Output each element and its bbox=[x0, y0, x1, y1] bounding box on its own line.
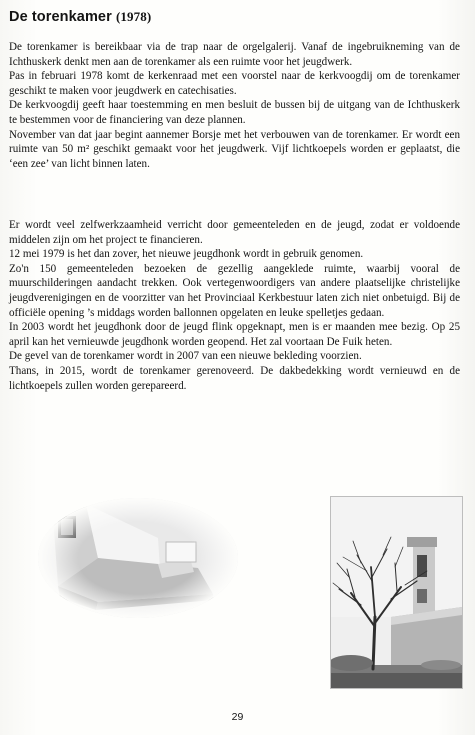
section-heading bbox=[9, 9, 151, 25]
paragraph: De torenkamer is bereikbaar via de trap naar de orgelgalerij. Vanaf de ingebruikneming van de Ichthuskerk denkt men aan de torenkamer als een ruimte voor het jeugdwerk. bbox=[9, 41, 460, 68]
tower-room-photo bbox=[38, 498, 238, 618]
heading-title: De torenkamer bbox=[9, 9, 112, 25]
paragraph: Thans, in 2015, wordt de torenkamer gerenoveerd. De dakbedekking wordt vernieuwd en de lichtkoepels zullen worden gerepareerd. bbox=[9, 364, 460, 392]
paragraph: Zo'n 150 gemeenteleden bezoeken de gezellig aangeklede ruimte, waarbij vooral de muurschilderingen aandacht trekken. Ook vertegenwoordigers van andere plaatselijke christelijke jeugdverenigingen en de voorzitter van het Provinciaal Kerkbestuur laten zich niet onbetuigd. Bij de officiële opening ’s middags worden ballonnen opgelaten en leuke spelletjes gedaan. bbox=[9, 262, 460, 319]
heading-year: (1978) bbox=[115, 9, 152, 24]
show-through-text bbox=[300, 14, 303, 25]
paragraph: November van dat jaar begint aannemer Borsje met het verbouwen van de torenkamer. Er wordt een ruimte van 50 m² geschikt gemaakt voor het jeugdwerk. Vijf lichtkoepels worden er geplaatst, die ‘een zee’ van licht binnen laten. bbox=[9, 128, 460, 170]
paragraph: In 2003 wordt het jeugdhonk door de jeugd flink opgeknapt, men is er maanden mee bezig. Op 25 april kan het vernieuwde jeugdhonk worden geopend. Het zal voortaan De Fuik heten. bbox=[9, 321, 460, 348]
text-block-2 bbox=[9, 218, 460, 393]
paragraph: Pas in februari 1978 komt de kerkenraad met een voorstel naar de kerkvoogdij om de torenkamer geschikt te maken voor jeugdwerk en catechisaties. bbox=[9, 70, 460, 97]
paragraph: De kerkvoogdij geeft haar toestemming en men besluit de bussen bij de uitgang van de Ichthuskerk te bestemmen voor de financiering van deze plannen. bbox=[9, 99, 460, 126]
page-number: 29 bbox=[231, 711, 244, 723]
scan-speck bbox=[238, 627, 240, 633]
paragraph: Er wordt veel zelfwerkzaamheid verricht door gemeenteleden en de jeugd, zodat er voldoende middelen zijn om het project te financieren. bbox=[9, 219, 460, 246]
paragraph: 12 mei 1979 is het dan zover, het nieuwe jeugdhonk wordt in gebruik genomen. bbox=[9, 248, 364, 261]
tower-room-illustration bbox=[38, 498, 238, 618]
text-block-1 bbox=[9, 40, 460, 171]
paragraph: De gevel van de torenkamer wordt in 2007 van een nieuwe bekleding voorzien. bbox=[9, 350, 362, 363]
church-tower-illustration bbox=[331, 497, 462, 688]
church-tower-photo bbox=[330, 496, 463, 689]
